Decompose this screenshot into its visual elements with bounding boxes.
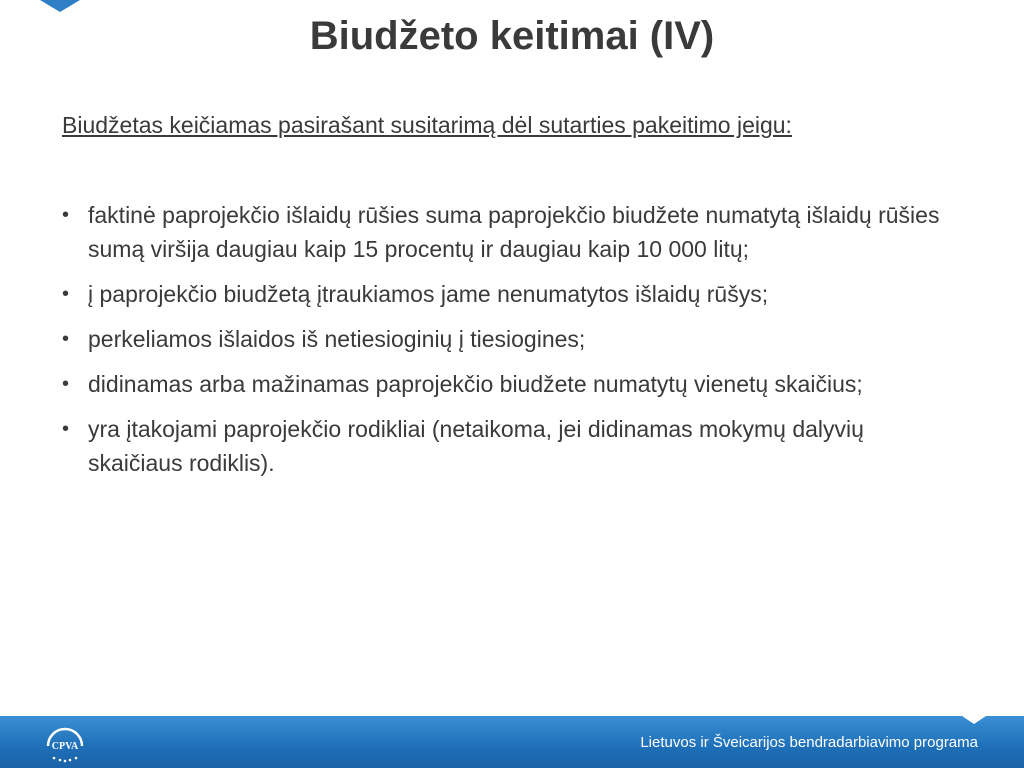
bullet-icon: • [62, 373, 70, 395]
footer-program-text: Lietuvos ir Šveicarijos bendradarbiavimo programa [640, 734, 978, 751]
footer-notch [962, 716, 986, 724]
logo-text: CPVA [51, 741, 79, 752]
slide-subtitle: Biudžetas keičiamas pasirašant susitarimą dėl sutarties pakeitimo jeigu: [62, 112, 792, 138]
bullet-icon: • [62, 283, 70, 305]
list-item [60, 367, 960, 401]
cpva-logo-icon [42, 722, 88, 764]
bullet-icon: • [62, 328, 70, 350]
list-item [60, 412, 960, 480]
slide-title: Biudžeto keitimai (IV) [309, 14, 715, 58]
bullet-text: į paprojekčio biudžetą įtraukiamos jame nenumatytos išlaidų rūšys; [88, 281, 769, 307]
bullet-icon: • [62, 204, 70, 226]
top-accent-notch [40, 0, 80, 12]
bullet-text: didinamas arba mažinamas paprojekčio biudžete numatytų vienetų skaičius; [88, 371, 863, 397]
bullet-list [60, 198, 960, 491]
bullet-text: faktinė paprojekčio išlaidų rūšies suma paprojekčio biudžete numatytą išlaidų rūšies sumą viršija daugiau kaip 15 procentų ir daugiau kaip 10 000 litų; [88, 202, 940, 262]
bullet-text: yra įtakojami paprojekčio rodikliai (netaikoma, jei didinamas mokymų dalyvių skaičiaus rodiklis). [88, 416, 864, 476]
list-item [60, 277, 960, 311]
bullet-text: perkeliamos išlaidos iš netiesioginių į tiesiogines; [88, 326, 586, 352]
list-item [60, 322, 960, 356]
bullet-icon: • [62, 418, 70, 440]
list-item [60, 198, 960, 266]
